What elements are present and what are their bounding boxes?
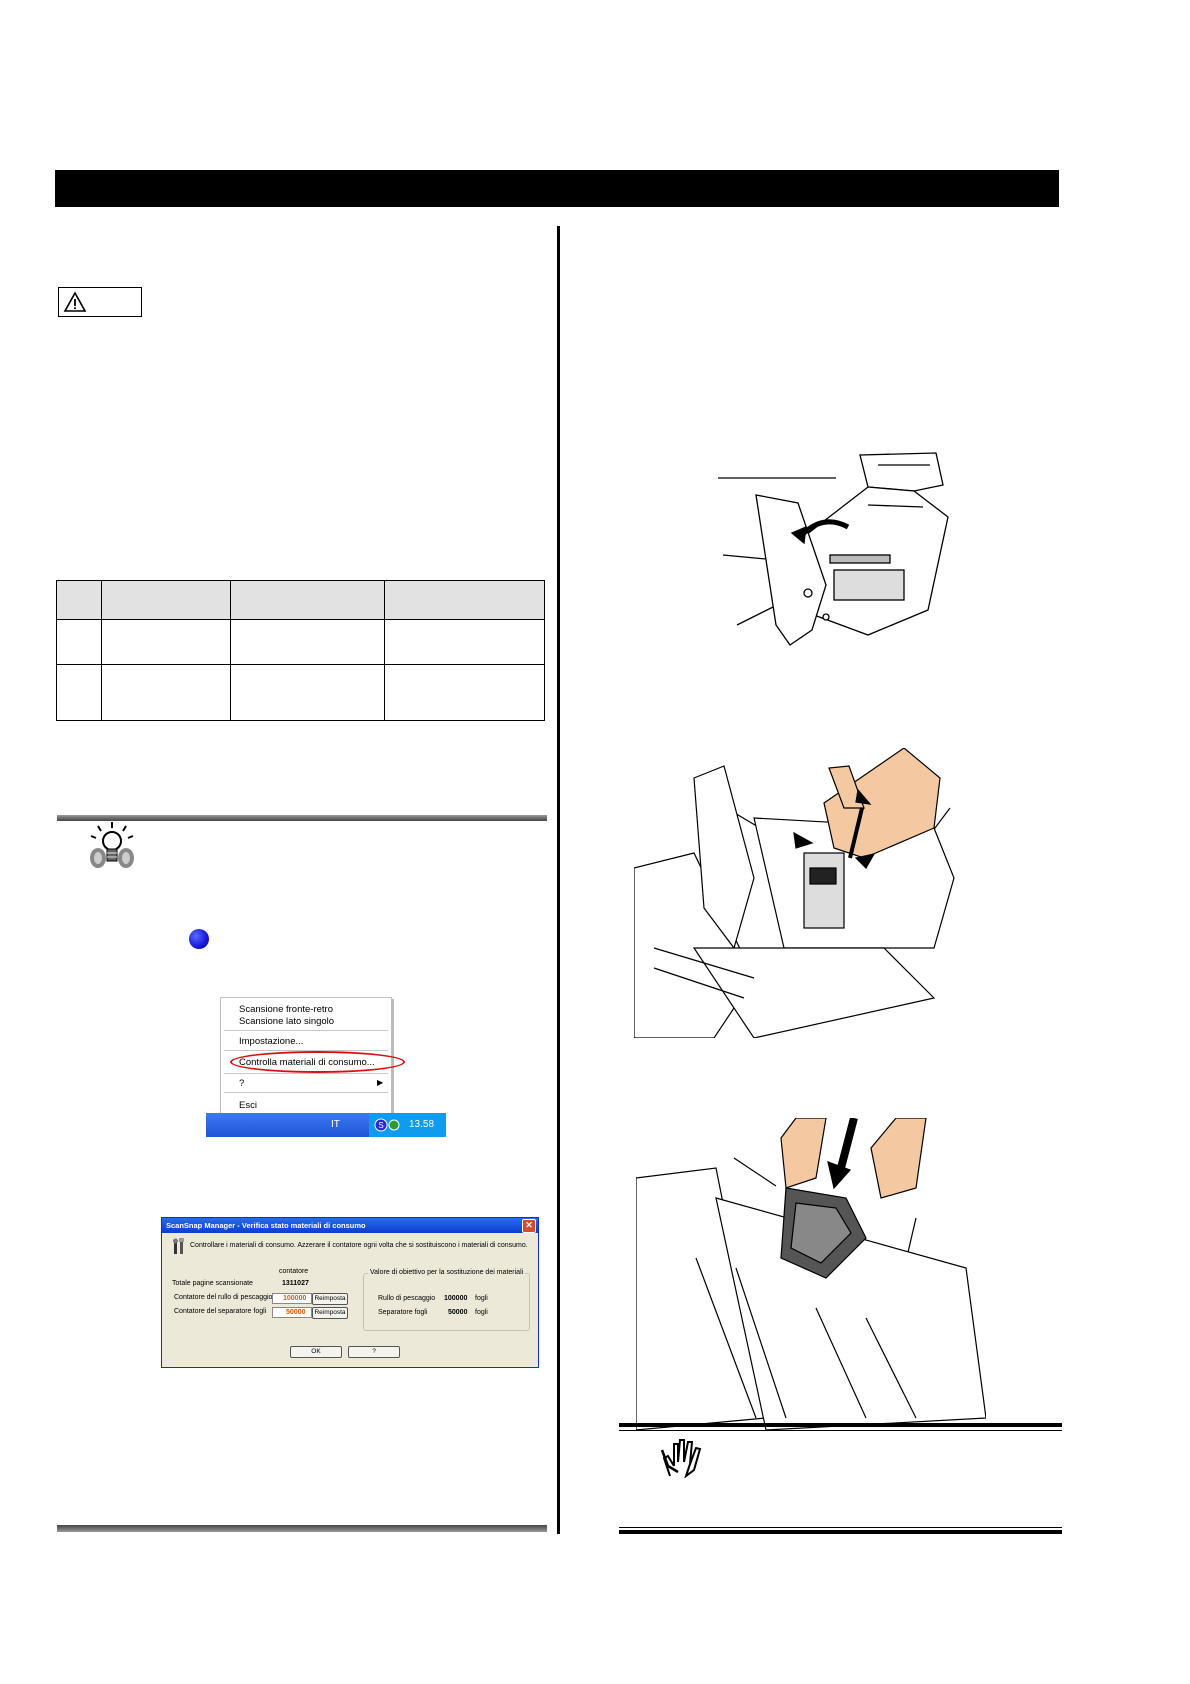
language-indicator[interactable]: IT — [331, 1119, 340, 1130]
menu-item-help[interactable]: ? — [239, 1078, 245, 1089]
help-button[interactable]: ? — [348, 1346, 400, 1358]
replacement-target-group — [363, 1269, 530, 1331]
target-pad-unit: fogli — [475, 1309, 488, 1316]
lightbulb-hint-icon — [84, 820, 140, 874]
menu-item-check-consumables[interactable]: Controlla materiali di consumo... — [239, 1057, 375, 1068]
caution-top-rule-thick — [619, 1423, 1062, 1427]
close-button[interactable]: ✕ — [522, 1219, 536, 1233]
tools-icon — [172, 1238, 186, 1256]
parts-table — [56, 580, 545, 721]
scanner-open-illustration — [718, 445, 958, 660]
menu-item-exit[interactable]: Esci — [239, 1100, 257, 1111]
context-menu-screenshot — [206, 997, 446, 1137]
table-cell — [102, 620, 231, 665]
table-cell — [385, 620, 545, 665]
counter-column-header: contatore — [279, 1268, 309, 1275]
svg-text:S: S — [378, 1121, 384, 1130]
pick-roller-counter-label: Contatore del rullo di pescaggio — [174, 1294, 273, 1301]
highlight-oval — [230, 1051, 405, 1073]
target-group-title: Valore di obiettivo per la sostituzione dei materiali — [370, 1269, 524, 1276]
reset-pick-roller-button[interactable]: Reimposta — [312, 1293, 348, 1305]
target-pick-roller-unit: fogli — [475, 1295, 488, 1302]
reset-pad-button[interactable]: Reimposta — [312, 1307, 348, 1319]
target-pad-value: 50000 — [448, 1309, 468, 1316]
table-header-cell — [385, 581, 545, 620]
submenu-arrow-icon: ▶ — [377, 1078, 384, 1087]
hint-bottom-rule — [57, 1525, 547, 1532]
warning-box — [58, 287, 142, 317]
table-row — [57, 665, 545, 721]
table-cell — [57, 665, 102, 721]
clock: 13.58 — [409, 1119, 435, 1130]
pad-counter-value: 50000 — [286, 1309, 306, 1316]
caution-hand-icon — [660, 1436, 708, 1478]
table-cell — [231, 620, 385, 665]
table-header-cell — [231, 581, 385, 620]
scansnap-bullet-icon — [189, 929, 209, 949]
menu-item-settings[interactable]: Impostazione... — [239, 1036, 304, 1047]
dialog-title: ScanSnap Manager - Verifica stato materiali di consumo — [166, 1221, 366, 1230]
target-pad-label: Separatore fogli — [378, 1309, 428, 1316]
context-menu — [220, 997, 392, 1122]
scansnap-tray-icon[interactable] — [373, 1117, 403, 1133]
warning-triangle-icon — [63, 291, 87, 313]
taskbar — [206, 1113, 446, 1137]
total-pages-value: 1311027 — [282, 1280, 309, 1287]
target-pick-roller-label: Rullo di pescaggio — [378, 1295, 436, 1302]
column-divider — [557, 226, 560, 1534]
dialog-titlebar — [162, 1218, 538, 1233]
menu-separator — [224, 1092, 388, 1093]
table-header-cell — [57, 581, 102, 620]
menu-separator — [224, 1073, 388, 1074]
menu-separator — [224, 1030, 388, 1031]
table-cell — [385, 665, 545, 721]
caution-bottom-rule-thin — [619, 1527, 1062, 1528]
table-cell — [57, 620, 102, 665]
table-header-cell — [102, 581, 231, 620]
caution-top-rule-thin — [619, 1430, 1062, 1431]
pad-counter-label: Contatore del separatore fogli — [174, 1308, 267, 1315]
dialog-message: Controllare i materiali di consumo. Azzerare il contatore ogni volta che si sostituiscono i materiali di consumo. — [190, 1242, 528, 1249]
pick-roller-counter-value: 100000 — [283, 1295, 307, 1302]
target-pick-roller-value: 100000 — [444, 1295, 468, 1302]
table-cell — [231, 665, 385, 721]
insert-pick-roller-illustration — [636, 1118, 986, 1430]
section-header-bar — [55, 170, 1059, 207]
ok-button[interactable]: OK — [290, 1346, 342, 1358]
total-pages-label: Totale pagine scansionate — [172, 1280, 253, 1287]
consumables-dialog — [161, 1217, 539, 1368]
caution-bottom-rule-thick — [619, 1530, 1062, 1534]
system-tray — [369, 1113, 446, 1137]
table-row — [57, 620, 545, 665]
table-cell — [102, 665, 231, 721]
menu-item-simplex-scan[interactable]: Scansione lato singolo — [239, 1016, 335, 1027]
table-header-row — [57, 581, 545, 620]
menu-item-duplex-scan[interactable]: Scansione fronte-retro — [239, 1004, 333, 1015]
remove-pick-roller-illustration — [634, 748, 966, 1038]
